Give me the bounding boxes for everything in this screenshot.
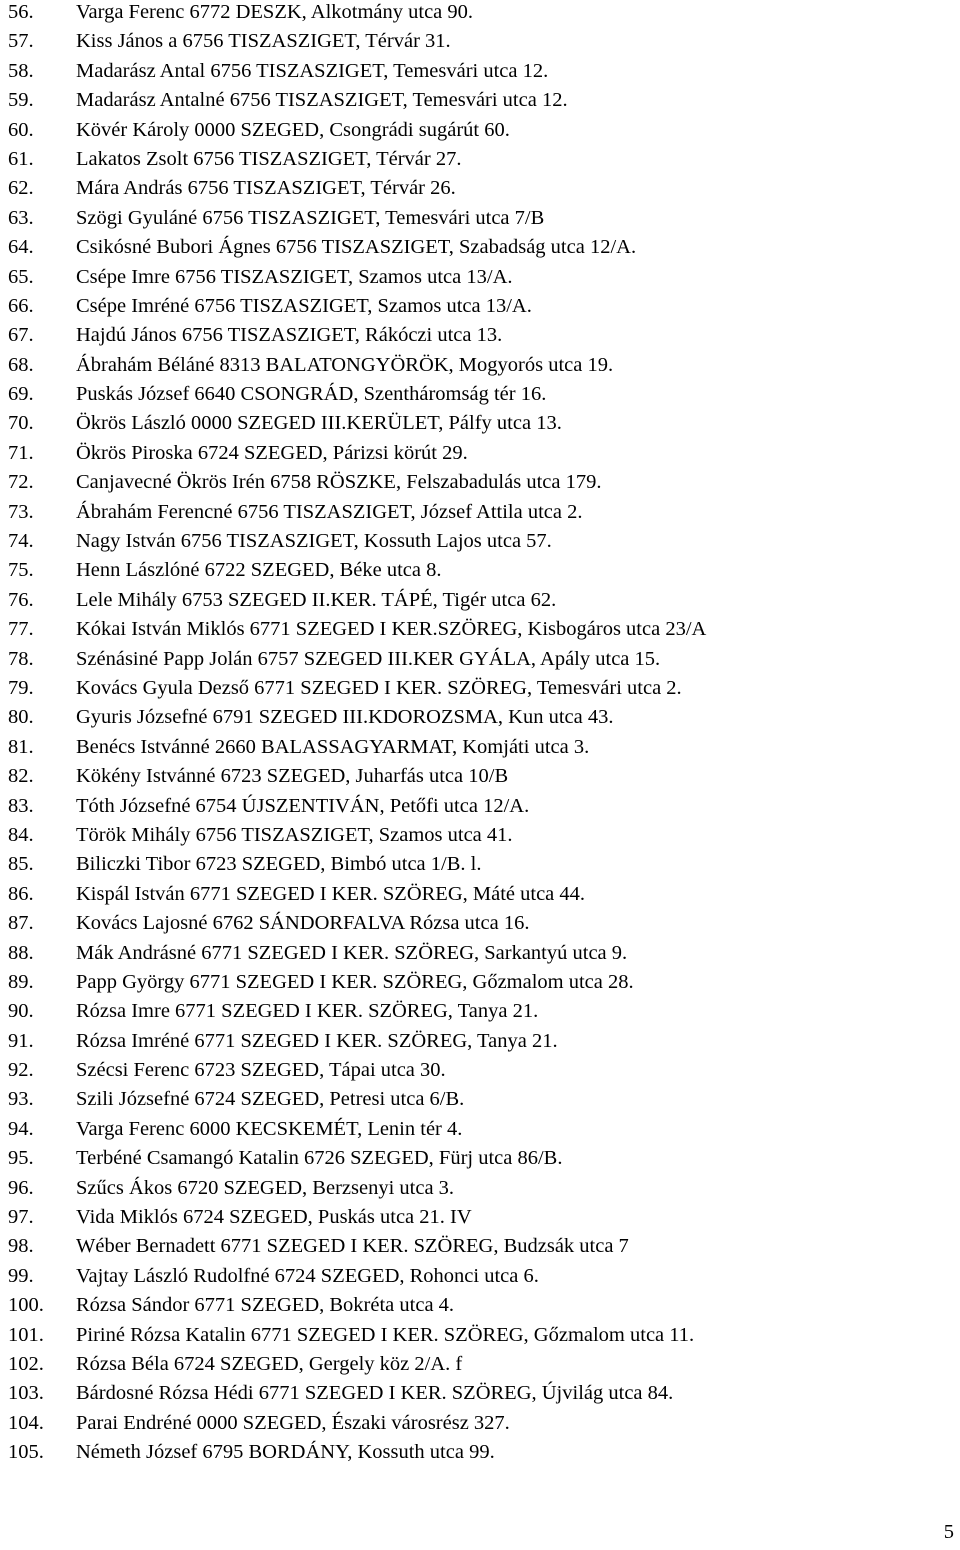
entry-text: Vajtay László Rudolfné 6724 SZEGED, Rohonci utca 6.: [76, 1264, 539, 1287]
entry-text: Németh József 6795 BORDÁNY, Kossuth utca 99.: [76, 1441, 495, 1464]
entry-text: Nagy István 6756 TISZASZIGET, Kossuth Lajos utca 57.: [76, 530, 552, 553]
entry-text: Lele Mihály 6753 SZEGED II.KER. TÁPÉ, Tigér utca 62.: [76, 588, 557, 611]
entry-text: Csikósné Bubori Ágnes 6756 TISZASZIGET, Szabadság utca 12/A.: [76, 236, 637, 259]
entry-number: 102.: [8, 1352, 44, 1375]
entry-number: 85.: [8, 853, 34, 876]
entry-number: 62.: [8, 177, 34, 200]
list-item: [0, 674, 960, 703]
list-item: [0, 1203, 960, 1232]
entry-text: Madarász Antal 6756 TISZASZIGET, Temesvári utca 12.: [76, 59, 549, 82]
entry-text: Parai Endréné 0000 SZEGED, Északi városrész 327.: [76, 1411, 510, 1434]
list-item: [0, 968, 960, 997]
entry-text: Varga Ferenc 6000 KECSKEMÉT, Lenin tér 4.: [76, 1117, 463, 1140]
entry-text: Kövér Károly 0000 SZEGED, Csongrádi sugárút 60.: [76, 118, 510, 141]
entry-number: 100.: [8, 1294, 44, 1317]
list-item: [0, 1232, 960, 1261]
entry-text: Canjavecné Ökrös Irén 6758 RÖSZKE, Felszabadulás utca 179.: [76, 471, 602, 494]
list-item: [0, 351, 960, 380]
list-item: [0, 439, 960, 468]
list-item: [0, 116, 960, 145]
entry-text: Szögi Gyuláné 6756 TISZASZIGET, Temesvári utca 7/B: [76, 206, 545, 229]
entry-number: 104.: [8, 1411, 44, 1434]
entry-number: 56.: [8, 1, 34, 23]
entry-number: 71.: [8, 441, 34, 464]
list-item: [0, 1262, 960, 1291]
list-item: [0, 586, 960, 615]
list-item: [0, 409, 960, 438]
list-item: [0, 27, 960, 56]
entry-text: Terbéné Csamangó Katalin 6726 SZEGED, Fürj utca 86/B.: [76, 1147, 563, 1170]
entry-number: 103.: [8, 1382, 44, 1405]
entry-number: 105.: [8, 1441, 44, 1464]
list-item: [0, 86, 960, 115]
entry-number: 98.: [8, 1235, 34, 1258]
entry-number: 60.: [8, 118, 34, 141]
entry-text: Szénásiné Papp Jolán 6757 SZEGED III.KER GYÁLA, Apály utca 15.: [76, 647, 661, 670]
list-item: [0, 204, 960, 233]
entry-text: Madarász Antalné 6756 TISZASZIGET, Temesvári utca 12.: [76, 89, 568, 112]
entry-text: Ábrahám Béláné 8313 BALATONGYÖRÖK, Mogyorós utca 19.: [76, 353, 614, 376]
entry-text: Mára András 6756 TISZASZIGET, Térvár 26.: [76, 177, 456, 200]
entry-text: Vida Miklós 6724 SZEGED, Puskás utca 21. IV: [76, 1206, 472, 1229]
entry-number: 91.: [8, 1029, 34, 1052]
entry-text: Rózsa Imre 6771 SZEGED I KER. SZÖREG, Tanya 21.: [76, 1000, 539, 1023]
entry-number: 90.: [8, 1000, 34, 1023]
entry-number: 95.: [8, 1147, 34, 1170]
list-item: [0, 498, 960, 527]
entry-number: 92.: [8, 1059, 34, 1082]
list-item: [0, 1144, 960, 1173]
entry-number: 79.: [8, 676, 34, 699]
list-item: [0, 909, 960, 938]
entry-text: Kiss János a 6756 TISZASZIGET, Térvár 31.: [76, 30, 451, 53]
entry-text: Csépe Imre 6756 TISZASZIGET, Szamos utca 13/A.: [76, 265, 513, 288]
list-item: [0, 1379, 960, 1408]
list-item: [0, 880, 960, 909]
list-item: [0, 1027, 960, 1056]
list-item: [0, 233, 960, 262]
entry-text: Gyuris Józsefné 6791 SZEGED III.KDOROZSMA, Kun utca 43.: [76, 706, 614, 729]
list-item: [0, 1174, 960, 1203]
entry-text: Ábrahám Ferencné 6756 TISZASZIGET, József Attila utca 2.: [76, 500, 583, 523]
list-item: [0, 1115, 960, 1144]
list-item: [0, 733, 960, 762]
entry-number: 87.: [8, 912, 34, 935]
entry-number: 67.: [8, 324, 34, 347]
entry-text: Kókai István Miklós 6771 SZEGED I KER.SZÖREG, Kisbogáros utca 23/A: [76, 618, 707, 641]
entry-number: 64.: [8, 236, 34, 259]
entry-number: 101.: [8, 1323, 44, 1346]
list-item: [0, 174, 960, 203]
entry-text: Kökény Istvánné 6723 SZEGED, Juharfás utca 10/B: [76, 765, 509, 788]
entry-number: 63.: [8, 206, 34, 229]
entry-number: 83.: [8, 794, 34, 817]
list-item: [0, 615, 960, 644]
list-item: [0, 703, 960, 732]
list-item: [0, 821, 960, 850]
entry-number: 68.: [8, 353, 34, 376]
entry-text: Lakatos Zsolt 6756 TISZASZIGET, Térvár 27.: [76, 147, 462, 170]
entry-text: Benécs Istvánné 2660 BALASSAGYARMAT, Komjáti utca 3.: [76, 735, 590, 758]
entry-text: Ökrös Piroska 6724 SZEGED, Párizsi körút 29.: [76, 441, 468, 464]
entry-number: 70.: [8, 412, 34, 435]
entry-text: Varga Ferenc 6772 DESZK, Alkotmány utca 90.: [76, 1, 474, 23]
list-item: [0, 380, 960, 409]
list-item: [0, 556, 960, 585]
entry-number: 96.: [8, 1176, 34, 1199]
entry-text: Török Mihály 6756 TISZASZIGET, Szamos utca 41.: [76, 823, 513, 846]
entry-text: Biliczki Tibor 6723 SZEGED, Bimbó utca 1/B. l.: [76, 853, 482, 876]
entry-text: Tóth Józsefné 6754 ÚJSZENTIVÁN, Petőfi utca 12/A.: [76, 794, 530, 817]
entry-number: 61.: [8, 147, 34, 170]
entry-number: 86.: [8, 882, 34, 905]
entry-number: 94.: [8, 1117, 34, 1140]
list-item: [0, 57, 960, 86]
entry-text: Kispál István 6771 SZEGED I KER. SZÖREG, Máté utca 44.: [76, 882, 586, 905]
entry-number: 66.: [8, 294, 34, 317]
entry-number: 75.: [8, 559, 34, 582]
list-item: [0, 645, 960, 674]
list-item: [0, 292, 960, 321]
entry-number: 69.: [8, 383, 34, 406]
page-number: 5: [943, 1521, 954, 1543]
entry-text: Mák Andrásné 6771 SZEGED I KER. SZÖREG, Sarkantyú utca 9.: [76, 941, 628, 964]
list-item: [0, 527, 960, 556]
entry-text: Bárdosné Rózsa Hédi 6771 SZEGED I KER. SZÖREG, Újvilág utca 84.: [76, 1382, 674, 1405]
entry-number: 82.: [8, 765, 34, 788]
entry-number: 93.: [8, 1088, 34, 1111]
entry-number: 81.: [8, 735, 34, 758]
list-item: [0, 792, 960, 821]
entry-number: 99.: [8, 1264, 34, 1287]
list-item: [0, 468, 960, 497]
list-item: [0, 762, 960, 791]
entry-text: Rózsa Béla 6724 SZEGED, Gergely köz 2/A. f: [76, 1352, 463, 1375]
entry-number: 80.: [8, 706, 34, 729]
entry-number: 73.: [8, 500, 34, 523]
list-item: [0, 939, 960, 968]
entry-number: 89.: [8, 970, 34, 993]
entry-text: Csépe Imréné 6756 TISZASZIGET, Szamos utca 13/A.: [76, 294, 532, 317]
list-item: [0, 1056, 960, 1085]
entry-number: 84.: [8, 823, 34, 846]
list-item: [0, 321, 960, 350]
entry-text: Papp György 6771 SZEGED I KER. SZÖREG, Gőzmalom utca 28.: [76, 970, 634, 993]
list-item: [0, 1291, 960, 1320]
entry-number: 97.: [8, 1206, 34, 1229]
entry-number: 72.: [8, 471, 34, 494]
entry-text: Hajdú János 6756 TISZASZIGET, Rákóczi utca 13.: [76, 324, 503, 347]
list-item: [0, 997, 960, 1026]
entry-number: 59.: [8, 89, 34, 112]
entry-number: 77.: [8, 618, 34, 641]
entry-number: 78.: [8, 647, 34, 670]
list-item: [0, 145, 960, 174]
list-item: [0, 1409, 960, 1438]
list-item: [0, 1438, 960, 1467]
entry-text: Puskás József 6640 CSONGRÁD, Szentháromság tér 16.: [76, 383, 547, 406]
entry-text: Rózsa Sándor 6771 SZEGED, Bokréta utca 4.: [76, 1294, 455, 1317]
entry-text: Szűcs Ákos 6720 SZEGED, Berzsenyi utca 3.: [76, 1176, 455, 1199]
entry-text: Kovács Lajosné 6762 SÁNDORFALVA Rózsa utca 16.: [76, 912, 530, 935]
entry-text: Szécsi Ferenc 6723 SZEGED, Tápai utca 30.: [76, 1059, 446, 1082]
entry-text: Kovács Gyula Dezső 6771 SZEGED I KER. SZÖREG, Temesvári utca 2.: [76, 676, 682, 699]
entry-number: 58.: [8, 59, 34, 82]
list-item: [0, 1321, 960, 1350]
entry-text: Piriné Rózsa Katalin 6771 SZEGED I KER. SZÖREG, Gőzmalom utca 11.: [76, 1323, 695, 1346]
entry-text: Szili Józsefné 6724 SZEGED, Petresi utca 6/B.: [76, 1088, 465, 1111]
entry-text: Henn Lászlóné 6722 SZEGED, Béke utca 8.: [76, 559, 442, 582]
entry-text: Rózsa Imréné 6771 SZEGED I KER. SZÖREG, Tanya 21.: [76, 1029, 558, 1052]
entry-text: Wéber Bernadett 6771 SZEGED I KER. SZÖREG, Budzsák utca 7: [76, 1235, 629, 1258]
entry-number: 74.: [8, 530, 34, 553]
entry-number: 88.: [8, 941, 34, 964]
list-item: [0, 1085, 960, 1114]
entry-text: Ökrös László 0000 SZEGED III.KERÜLET, Pálfy utca 13.: [76, 412, 562, 435]
list-item: [0, 1350, 960, 1379]
list-item: [0, 263, 960, 292]
entry-number: 65.: [8, 265, 34, 288]
list-item: [0, 0, 960, 27]
entry-number: 76.: [8, 588, 34, 611]
entry-number: 57.: [8, 30, 34, 53]
list-item: [0, 850, 960, 879]
